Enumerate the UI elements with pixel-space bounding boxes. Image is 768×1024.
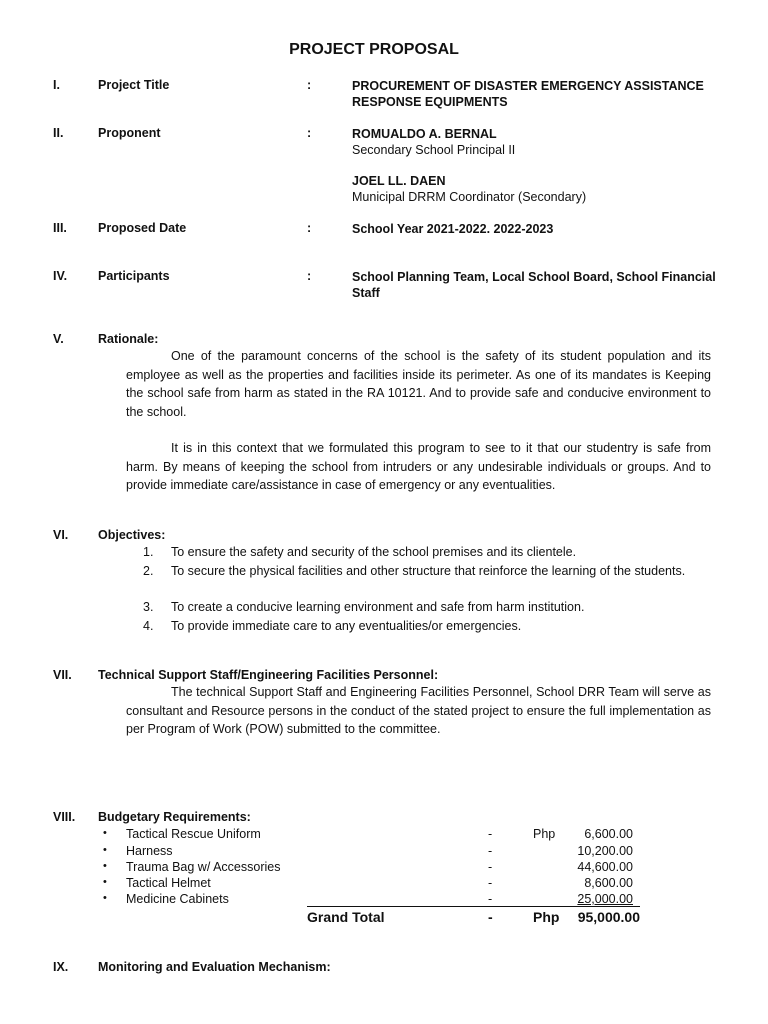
section-iii-colon: :: [307, 221, 312, 235]
section-ix-label: Monitoring and Evaluation Mechanism:: [98, 960, 331, 974]
objective-item: [143, 543, 711, 562]
section-vii-label: Technical Support Staff/Engineering Facilities Personnel:: [98, 668, 439, 682]
bullet-icon: •: [103, 844, 107, 856]
section-iv-label: Participants: [98, 269, 170, 283]
grand-total-label: Grand Total: [307, 909, 385, 925]
bullet-icon: •: [103, 892, 107, 904]
budget-item-name: Medicine Cabinets: [126, 892, 229, 906]
objective-number: 1.: [143, 545, 154, 559]
budget-item-amount: 44,600.00: [577, 860, 633, 874]
objective-text: To ensure the safety and security of the school premises and its clientele.: [171, 545, 577, 559]
technical-support-paragraph: [126, 683, 711, 739]
project-title-value: PROCUREMENT OF DISASTER EMERGENCY ASSISTANCE RESPONSE EQUIPMENTS: [352, 79, 704, 109]
section-ii-number: II.: [53, 126, 64, 140]
technical-support-text: The technical Support Staff and Engineering Facilities Personnel, School DRR Team will serve as consultant and Resource persons in the conduct of the stated project to ensure the full implementation as per Program of Work (POW) submitted to the committee.: [126, 685, 711, 736]
page-title: PROJECT PROPOSAL: [289, 41, 459, 58]
objective-text: To provide immediate care to any eventualities/or emergencies.: [171, 619, 522, 633]
rationale-paragraph-1: [126, 347, 711, 421]
section-vii-number: VII.: [53, 668, 72, 682]
objective-item: [143, 562, 711, 581]
budget-item-name: Tactical Rescue Uniform: [126, 827, 261, 841]
budget-currency: Php: [533, 827, 556, 841]
budget-item-dash: -: [488, 860, 493, 874]
rationale-paragraph-1-text: One of the paramount concerns of the school is the safety of its student population and its employee as well as the properties and facilities inside its perimeter. As one of its mandates is Keeping the school safe from harm as stated in the RA 10121. And to provide safe and conducive environment to the school.: [126, 349, 711, 419]
proponent-2-name: JOEL LL. DAEN: [352, 174, 446, 188]
section-ix-number: IX.: [53, 960, 69, 974]
budget-item-amount: 25,000.00: [577, 892, 633, 906]
budget-item-name: Tactical Helmet: [126, 876, 211, 890]
proponent-2-title: Municipal DRRM Coordinator (Secondary): [352, 190, 587, 204]
proposed-date-value: School Year 2021-2022. 2022-2023: [352, 222, 554, 236]
bullet-icon: •: [103, 827, 107, 839]
section-iii-label: Proposed Date: [98, 221, 187, 235]
bullet-icon: •: [103, 860, 107, 872]
section-v-label: Rationale:: [98, 332, 159, 346]
budget-item-dash: -: [488, 876, 493, 890]
bullet-icon: •: [103, 876, 107, 888]
section-v-number: V.: [53, 332, 64, 346]
section-ii-colon: :: [307, 126, 312, 140]
section-vi-number: VI.: [53, 528, 69, 542]
objective-number: 2.: [143, 564, 154, 578]
section-i-label: Project Title: [98, 78, 170, 92]
section-ii-label: Proponent: [98, 126, 161, 140]
objective-number: 4.: [143, 619, 154, 633]
objective-text: To create a conducive learning environment and safe from harm institution.: [171, 600, 585, 614]
budget-item-amount: 10,200.00: [577, 844, 633, 858]
rationale-paragraph-2-text: It is in this context that we formulated this program to see to it that our studentry is safe from harm. By means of keeping the school from intruders or any undesirable individuals or groups. And to provide immediate care/assistance in case of emergency or any eventualities.: [126, 441, 711, 492]
objective-item: [143, 598, 711, 617]
section-i-colon: :: [307, 78, 312, 92]
grand-total-currency: Php: [533, 909, 560, 925]
budget-item-name: Trauma Bag w/ Accessories: [126, 860, 281, 874]
total-divider: [307, 906, 640, 907]
proponent-1-title: Secondary School Principal II: [352, 143, 516, 157]
participants-value: School Planning Team, Local School Board, School Financial Staff: [352, 270, 716, 300]
objective-item: [143, 617, 711, 636]
section-iii-number: III.: [53, 221, 67, 235]
budget-item-dash: -: [488, 844, 493, 858]
budget-item-dash: -: [488, 892, 493, 906]
objective-text: To secure the physical facilities and other structure that reinforce the learning of the students.: [171, 564, 686, 578]
section-i-number: I.: [53, 78, 60, 92]
grand-total-amount: 95,000.00: [577, 909, 640, 925]
rationale-paragraph-2: [126, 439, 711, 495]
budget-item-name: Harness: [126, 844, 173, 858]
budget-item-amount: 8,600.00: [584, 876, 633, 890]
budget-item-dash: -: [488, 827, 493, 841]
section-viii-label: Budgetary Requirements:: [98, 810, 251, 824]
budget-item-amount: 6,600.00: [584, 827, 633, 841]
objective-number: 3.: [143, 600, 154, 614]
proponent-1-name: ROMUALDO A. BERNAL: [352, 127, 497, 141]
section-viii-number: VIII.: [53, 810, 76, 824]
section-iv-number: IV.: [53, 269, 68, 283]
section-iv-colon: :: [307, 269, 312, 283]
section-vi-label: Objectives:: [98, 528, 166, 542]
grand-total-dash: -: [488, 909, 493, 925]
